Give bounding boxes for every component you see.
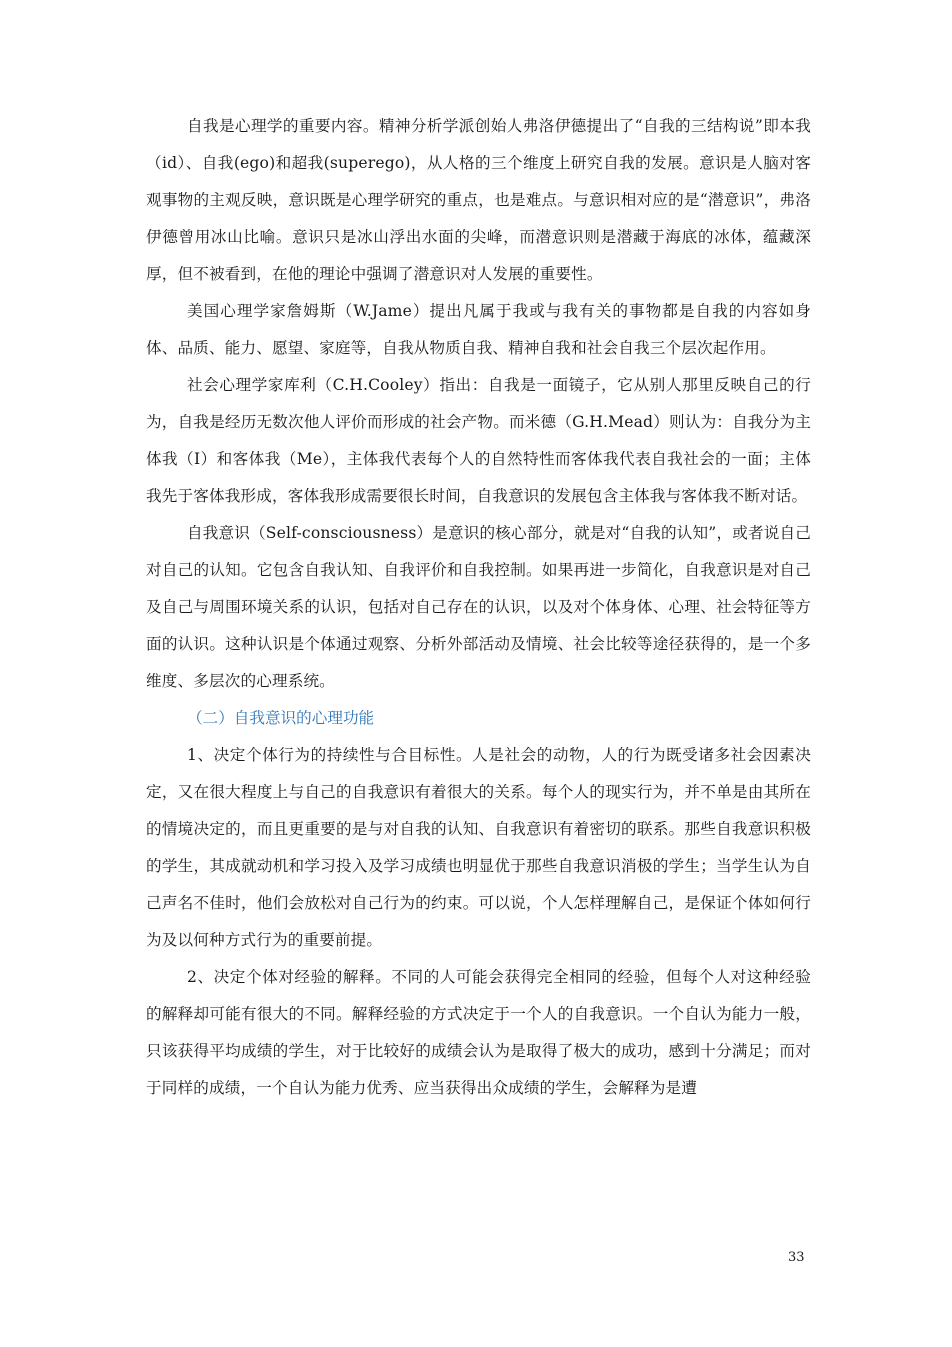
- paragraph-james: 美国心理学家詹姆斯（W.Jame）提出凡属于我或与我有关的事物都是自我的内容如身体、品质、能力、愿望、家庭等，自我从物质自我、精神自我和社会自我三个层次起作用。: [146, 302, 811, 357]
- section-heading: （二）自我意识的心理功能: [187, 709, 375, 727]
- paragraph-ego-structure: 自我是心理学的重要内容。精神分析学派创始人弗洛伊德提出了“自我的三结构说”即本我（id）、自我(ego)和超我(superego)，从人格的三个维度上研究自我的发展。意识是人脑对客观事物的主观反映，意识既是心理学研究的重点，也是难点。与意识相对应的是“潜意识”，弗洛伊德曾用冰山比喻。意识只是冰山浮出水面的尖峰，而潜意识则是潜藏于海底的冰体，蕴藏深厚，但不被看到，在他的理论中强调了潜意识对人发展的重要性。: [146, 117, 811, 283]
- paragraph-function-2: 2、决定个体对经验的解释。不同的人可能会获得完全相同的经验，但每个人对这种经验的解释却可能有很大的不同。解释经验的方式决定于一个人的自我意识。一个自认为能力一般，只该获得平均成绩的学生，对于比较好的成绩会认为是取得了极大的成功，感到十分满足；而对于同样的成绩，一个自认为能力优秀、应当获得出众成绩的学生，会解释为是遭: [146, 968, 811, 1097]
- paragraph-cooley-mead: 社会心理学家库利（C.H.Cooley）指出：自我是一面镜子，它从别人那里反映自己的行为，自我是经历无数次他人评价而形成的社会产物。而米德（G.H.Mead）则认为：自我分为主体我（I）和客体我（Me），主体我代表每个人的自然特性而客体我代表自我社会的一面；主体我先于客体我形成，客体我形成需要很长时间，自我意识的发展包含主体我与客体我不断对话。: [146, 376, 811, 505]
- body-text: [146, 108, 811, 1107]
- page-number: 33: [788, 1250, 805, 1265]
- paragraph-function-1: 1、决定个体行为的持续性与合目标性。人是社会的动物，人的行为既受诸多社会因素决定，又在很大程度上与自己的自我意识有着很大的关系。每个人的现实行为，并不单是由其所在的情境决定的，而且更重要的是与对自我的认知、自我意识有着密切的联系。那些自我意识积极的学生，其成就动机和学习投入及学习成绩也明显优于那些自我意识消极的学生；当学生认为自己声名不佳时，他们会放松对自己行为的约束。可以说，个人怎样理解自己，是保证个体如何行为及以何种方式行为的重要前提。: [146, 746, 811, 949]
- paragraph-self-consciousness: 自我意识（Self-consciousness）是意识的核心部分，就是对“自我的认知”，或者说自己对自己的认知。它包含自我认知、自我评价和自我控制。如果再进一步简化，自我意识是对自己及自己与周围环境关系的认识，包括对自己存在的认识，以及对个体身体、心理、社会特征等方面的认识。这种认识是个体通过观察、分析外部活动及情境、社会比较等途径获得的，是一个多维度、多层次的心理系统。: [146, 524, 811, 690]
